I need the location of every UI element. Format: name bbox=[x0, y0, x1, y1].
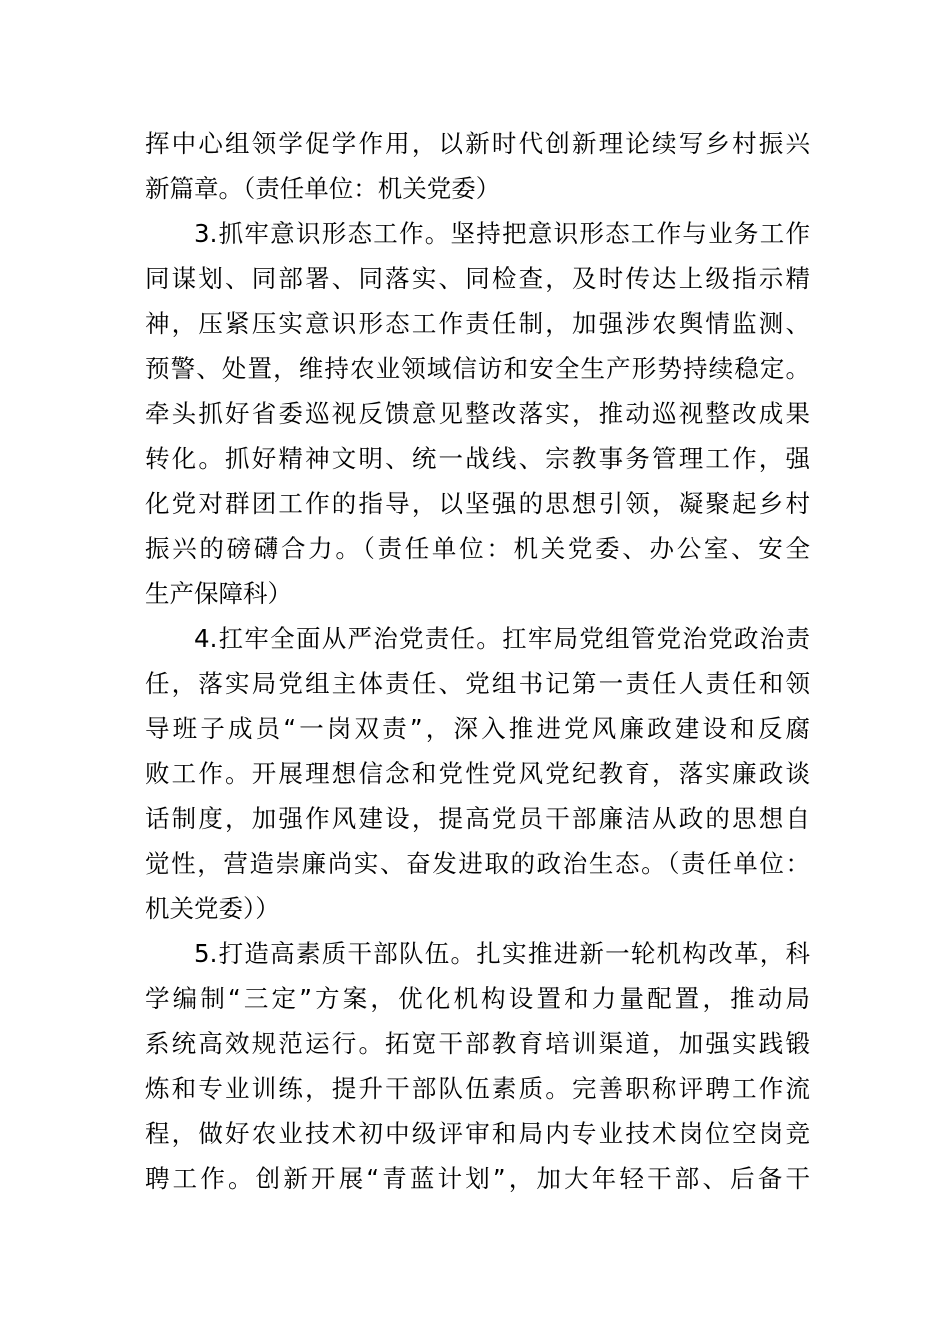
text-line: 话制度，加强作风建设，提高党员干部廉洁从政的思想自 bbox=[145, 804, 810, 833]
text-line: 机关党委）） bbox=[145, 894, 280, 923]
paragraph-continued bbox=[145, 121, 810, 211]
text-line: 神，压紧压实意识形态工作责任制，加强涉农舆情监测、 bbox=[145, 309, 810, 338]
paragraph-heading-line: 3.抓牢意识形态工作。坚持把意识形态工作与业务工作 bbox=[194, 219, 810, 248]
paragraph-item-4 bbox=[145, 616, 810, 931]
text-line: 化党对群团工作的指导，以坚强的思想引领，凝聚起乡村 bbox=[145, 489, 810, 518]
text-line: 新篇章。（责任单位：机关党委） bbox=[145, 174, 501, 203]
text-line: 预警、处置，维持农业领域信访和安全生产形势持续稳定。 bbox=[145, 354, 810, 383]
document-body bbox=[145, 121, 810, 1201]
text-line: 炼和专业训练，提升干部队伍素质。完善职称评聘工作流 bbox=[145, 1074, 810, 1103]
text-line: 系统高效规范运行。拓宽干部教育培训渠道，加强实践锻 bbox=[145, 1029, 810, 1058]
text-line: 程，做好农业技术初中级评审和局内专业技术岗位空岗竞 bbox=[145, 1119, 810, 1148]
text-line: 觉性，营造崇廉尚实、奋发进取的政治生态。（责任单位： bbox=[145, 849, 810, 878]
paragraph-heading-line: 4.扛牢全面从严治党责任。扛牢局党组管党治党政治责 bbox=[194, 624, 810, 653]
paragraph-heading-line: 5.打造高素质干部队伍。扎实推进新一轮机构改革，科 bbox=[194, 939, 810, 968]
paragraph-item-5 bbox=[145, 931, 810, 1201]
text-line: 同谋划、同部署、同落实、同检查，及时传达上级指示精 bbox=[145, 264, 810, 293]
text-line: 任，落实局党组主体责任、党组书记第一责任人责任和领 bbox=[145, 669, 810, 698]
text-line: 聘工作。创新开展“青蓝计划”，加大年轻干部、后备干 bbox=[145, 1164, 810, 1193]
text-line: 挥中心组领学促学作用，以新时代创新理论续写乡村振兴 bbox=[145, 129, 810, 158]
text-line: 牵头抓好省委巡视反馈意见整改落实，推动巡视整改成果 bbox=[145, 399, 810, 428]
text-line: 转化。抓好精神文明、统一战线、宗教事务管理工作，强 bbox=[145, 444, 810, 473]
text-line: 振兴的磅礴合力。（责任单位：机关党委、办公室、安全 bbox=[145, 534, 810, 563]
text-line: 学编制“三定”方案，优化机构设置和力量配置，推动局 bbox=[145, 984, 810, 1013]
text-line: 导班子成员“一岗双责”，深入推进党风廉政建设和反腐 bbox=[145, 714, 810, 743]
paragraph-item-3 bbox=[145, 211, 810, 616]
text-line: 败工作。开展理想信念和党性党风党纪教育，落实廉政谈 bbox=[145, 759, 810, 788]
text-line: 生产保障科） bbox=[145, 579, 292, 608]
